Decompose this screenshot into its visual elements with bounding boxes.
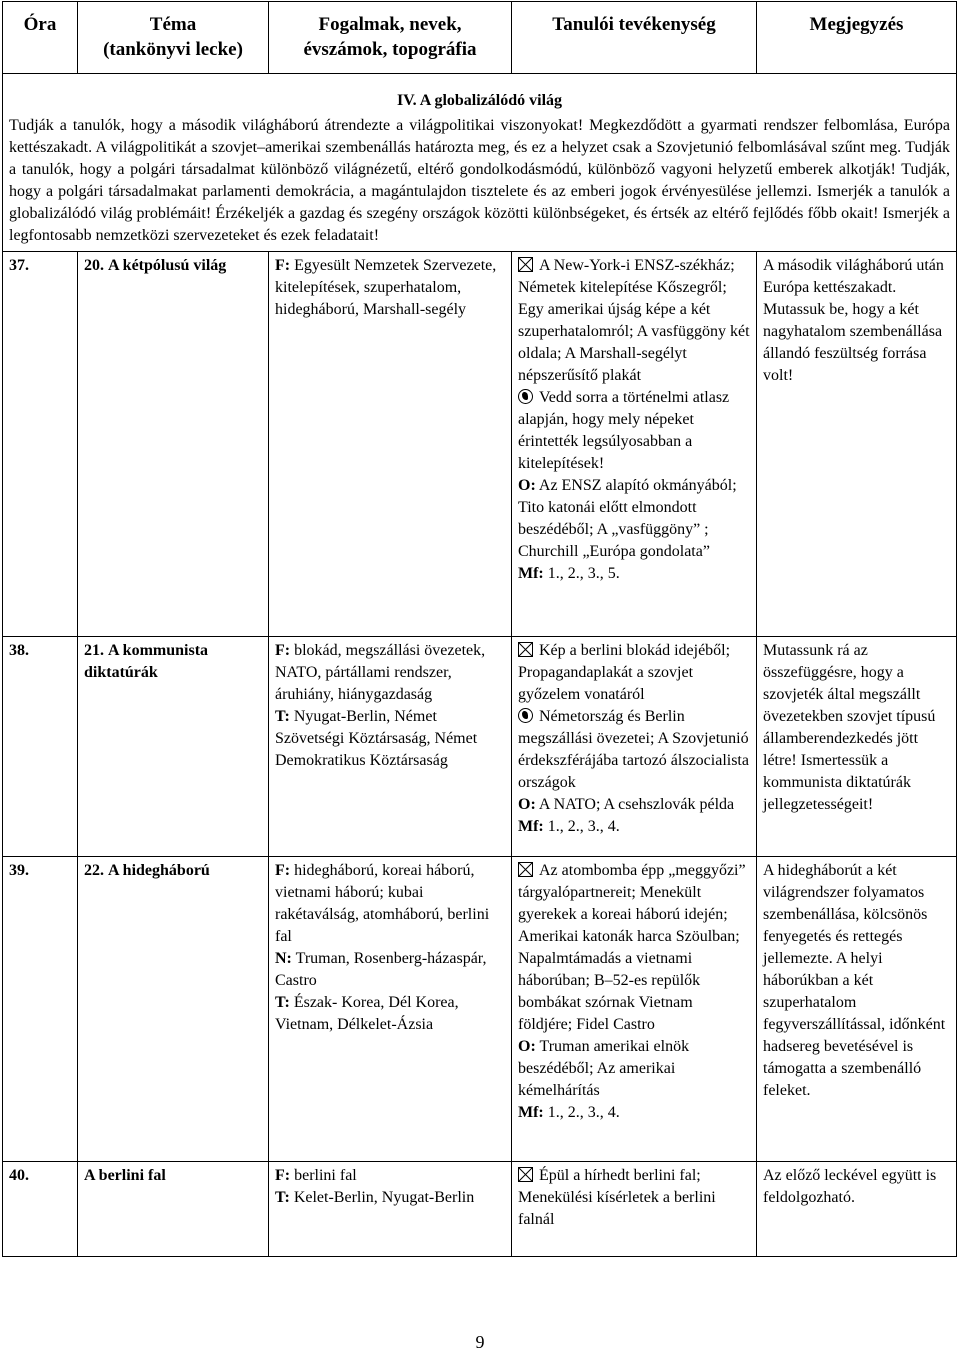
entry-label: F: [275, 257, 291, 274]
tema-title: A berlini fal [84, 1167, 166, 1184]
activity-entry [518, 563, 750, 585]
fogalmak-entry [275, 640, 505, 706]
activity-entry [518, 387, 750, 475]
entry-text: A NATO; A csehszlovák példa [535, 796, 735, 813]
entry-text: 1., 2., 3., 4. [543, 818, 620, 835]
section-cell [3, 74, 957, 252]
document-page [2, 1, 956, 1257]
globe-icon [518, 708, 533, 723]
ora-cell [3, 252, 78, 637]
header-row [3, 2, 957, 74]
entry-label: F: [275, 862, 291, 879]
table-row [3, 857, 957, 1162]
tema-title: A kétpólusú világ [108, 257, 227, 274]
entry-text: Épül a hírhedt berlini fal; Menekülési kísérletek a berlini falnál [518, 1167, 716, 1228]
megjegyzes-text: A hidegháborút a két világrendszer folyamatos szembenállása, kölcsönös fenyegetés és rettegés jellemezte. A helyi háborúkban a két szuperhatalom fegyverszállítással, időnként hadsereg bevetésével is támogatta a szembenálló feleket. [763, 862, 946, 1099]
megjegyzes-cell [757, 637, 957, 857]
header-ora: Óra [3, 2, 78, 74]
entry-text: hidegháború, koreai háború, vietnami háború; kubai rakétaválság, atomháború, berlini fal [275, 862, 490, 945]
entry-text: Truman amerikai elnök beszédéből; Az amerikai kémelhárítás [518, 1038, 690, 1099]
entry-label: O: [518, 1038, 536, 1055]
entry-label: Mf: [518, 818, 544, 835]
entry-text: Truman, Rosenberg-házaspár, Castro [275, 950, 487, 989]
megjegyzes-text: Mutassunk rá az összefüggésre, hogy a szovjeték által megszállt övezetekben szovjet típusú államberendezkedés jött létre! Ismertessük a kommunista diktatúrák jellegzetességeit! [763, 642, 936, 813]
page-number: 9 [475, 1332, 485, 1352]
entry-text: 1., 2., 3., 5. [543, 565, 620, 582]
curriculum-table [2, 1, 957, 1257]
entry-label: F: [275, 642, 291, 659]
activity-entry [518, 640, 750, 706]
section-intro: Tudják a tanulók, hogy a második világháború átrendezte a világpolitikai viszonyokat! Megkezdődött a gyarmati rendszer felbomlása, Európa kettészakadt. A világpolitikát a szovjet–amerikai szembenállás határozta meg, és ez a helyzet csak a Szovjetunió felbomlásával szűnt meg. Tudják a tanulók, hogy a polgári társadalmat különböző világnézetű, eltérő gondolkodásmódú, különböző vagyoni helyzetű emberek alkotják! Tudják, hogy a polgári társadalmakat parlamenti demokrácia, a magántulajdon tisztelete és az emberi jogok érvényesülése jellemzi. Ismerjék a tanulók a globalizálódó világ problémáit! Érzékeljék a gazdag és szegény országok közötti különbségeket, és értsék az eltérő fejlődés főbb okait! Ismerjék a legfontosabb nemzetközi szervezeteket és ezek feladatait! [9, 117, 950, 244]
activity-entry [518, 1102, 750, 1124]
entry-label: O: [518, 477, 536, 494]
tema-number: 22. [84, 862, 104, 879]
activity-entry [518, 816, 750, 838]
fogalmak-cell [269, 1162, 512, 1257]
megjegyzes-text: A második világháború után Európa kettészakadt. Mutassuk be, hogy a két nagyhatalom szembenállása állandó feszültség forrása volt! [763, 257, 944, 384]
tevekenyseg-cell [512, 1162, 757, 1257]
header-tevekenyseg: Tanulói tevékenység [512, 2, 757, 74]
fogalmak-entry [275, 992, 505, 1036]
tevekenyseg-cell [512, 857, 757, 1162]
entry-text: Az atombomba épp „meggyőzi” tárgyalópartnereit; Menekült gyerekek a koreai háború idején; Amerikai katonák harca Szöulban; Napalmtámadás a vietnami háborúban; B–52-es repülők bombákat szórnak Vietnam földjére; Fidel Castro [518, 862, 746, 1033]
entry-text: A New-York-i ENSZ-székház; Németek kitelepítése Kőszegről; Egy amerikai újság képe a két szuperhatalomról; A vasfüggöny két oldala; A Marshall-segélyt népszerűsítő plakát [518, 257, 750, 384]
entry-label: N: [275, 950, 292, 967]
entry-text: 1., 2., 3., 4. [543, 1104, 620, 1121]
fogalmak-entry [275, 1187, 505, 1209]
megjegyzes-cell [757, 857, 957, 1162]
picture-icon [518, 257, 533, 272]
entry-label: T: [275, 994, 290, 1011]
tema-cell [78, 637, 269, 857]
entry-text: Az ENSZ alapító okmányából; Tito katonái előtt elmondott beszédéből; A „vasfüggöny” ; Churchill „Európa gondolata” [518, 477, 737, 560]
header-megjegyzes: Megjegyzés [757, 2, 957, 74]
ora-number: 37. [9, 257, 29, 274]
picture-icon [518, 1167, 533, 1182]
section-row [3, 74, 957, 252]
fogalmak-entry [275, 948, 505, 992]
tema-cell [78, 1162, 269, 1257]
lesson-rows [3, 252, 957, 1257]
entry-label: Mf: [518, 565, 544, 582]
tevekenyseg-cell [512, 252, 757, 637]
tevekenyseg-cell [512, 637, 757, 857]
section-title: IV. A globalizálódó világ [396, 92, 563, 109]
entry-text: Kép a berlini blokád idejéből; Propagandaplakát a szovjet győzelem vonatáról [518, 642, 731, 703]
fogalmak-entry [275, 860, 505, 948]
ora-cell [3, 857, 78, 1162]
entry-label: T: [275, 708, 290, 725]
tema-number: 20. [84, 257, 104, 274]
header-fogalmak: Fogalmak, nevek, évszámok, topográfia [269, 2, 512, 74]
entry-text: Németország és Berlin megszállási övezetei; A Szovjetunió érdekszférájába tartozó álszocialista országok [518, 708, 749, 791]
tema-cell [78, 252, 269, 637]
entry-text: Kelet-Berlin, Nyugat-Berlin [289, 1189, 475, 1206]
activity-entry [518, 706, 750, 794]
fogalmak-cell [269, 857, 512, 1162]
table-row [3, 252, 957, 637]
entry-label: F: [275, 1167, 291, 1184]
megjegyzes-cell [757, 252, 957, 637]
tema-number: 21. [84, 642, 104, 659]
picture-icon [518, 862, 533, 877]
megjegyzes-cell [757, 1162, 957, 1257]
entry-label: O: [518, 796, 536, 813]
header-tema: Téma (tankönyvi lecke) [78, 2, 269, 74]
activity-entry [518, 1165, 750, 1231]
fogalmak-entry [275, 255, 505, 321]
ora-cell [3, 637, 78, 857]
entry-text: berlini fal [290, 1167, 357, 1184]
table-row [3, 1162, 957, 1257]
activity-entry [518, 255, 750, 387]
entry-label: T: [275, 1189, 290, 1206]
activity-entry [518, 1036, 750, 1102]
entry-text: Vedd sorra a történelmi atlasz alapján, hogy mely népeket érintették legsúlyosabban a kitelepítések! [518, 389, 730, 472]
activity-entry [518, 794, 750, 816]
fogalmak-cell [269, 252, 512, 637]
tema-cell [78, 857, 269, 1162]
ora-number: 39. [9, 862, 29, 879]
fogalmak-entry [275, 706, 505, 772]
entry-label: Mf: [518, 1104, 544, 1121]
tema-title: A hidegháború [108, 862, 210, 879]
activity-entry [518, 860, 750, 1036]
fogalmak-entry [275, 1165, 505, 1187]
globe-icon [518, 389, 533, 404]
entry-text: Nyugat-Berlin, Német Szövetségi Köztársaság, Német Demokratikus Köztársaság [275, 708, 478, 769]
entry-text: blokád, megszállási övezetek, NATO, pártállami rendszer, áruhiány, hiánygazdaság [275, 642, 486, 703]
table-row [3, 637, 957, 857]
activity-entry [518, 475, 750, 563]
fogalmak-cell [269, 637, 512, 857]
picture-icon [518, 642, 533, 657]
ora-number: 38. [9, 642, 29, 659]
entry-text: Észak- Korea, Dél Korea, Vietnam, Délkelet-Ázsia [275, 994, 459, 1033]
megjegyzes-text: Az előző leckével együtt is feldolgozható. [763, 1167, 937, 1206]
entry-text: Egyesült Nemzetek Szervezete, kitelepítések, szuperhatalom, hidegháború, Marshall-segély [275, 257, 497, 318]
ora-number: 40. [9, 1167, 29, 1184]
ora-cell [3, 1162, 78, 1257]
tema-title: A kommunista diktatúrák [84, 642, 209, 681]
